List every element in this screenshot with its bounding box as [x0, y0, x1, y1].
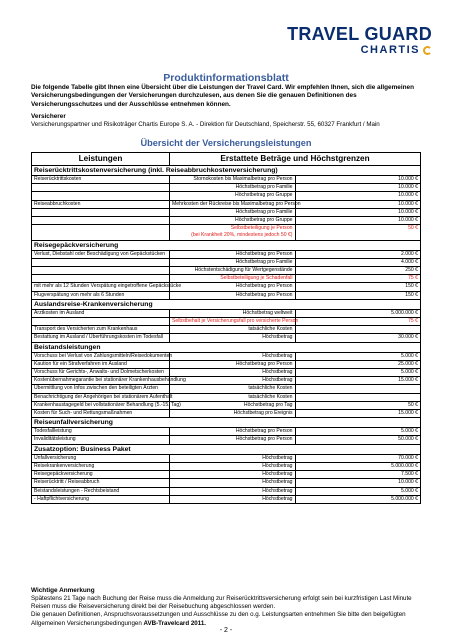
limit-amount: 4.000 €: [295, 258, 421, 266]
limit-description: Höchstbetrag pro Ereignis: [170, 410, 296, 418]
table-row: [32, 462, 421, 470]
benefit-label: Benachrichtigung der Angehörigen bei stationärem Aufenthalt: [32, 393, 170, 401]
limit-amount: 5.000.000 €: [295, 495, 421, 503]
limit-amount: [295, 326, 421, 334]
limit-description: Höchstbetrag pro Person: [170, 360, 296, 368]
travel-guard-logo: [287, 24, 432, 56]
benefit-label: [32, 184, 170, 192]
limit-description: Höchstbetrag: [170, 462, 296, 470]
limit-amount: 75 €: [295, 275, 421, 283]
table-row: [32, 200, 421, 208]
benefit-label: Reiserücktrittskosten: [32, 176, 170, 184]
limit-description: Höchstbetrag: [170, 471, 296, 479]
limit-description: tatsächliche Kosten: [170, 393, 296, 401]
limit-description: Höchstbetrag: [170, 352, 296, 360]
benefit-label: [32, 192, 170, 200]
deductible-detail-line: (bei Krankheit 20%, mindestens jedoch 50 €): [191, 232, 293, 239]
limit-description: [170, 225, 296, 240]
table-row: [32, 401, 421, 409]
limit-description: Mehrkosten der Rückreise bis Maximalbetrag pro Person: [170, 200, 296, 208]
limit-amount: 150 €: [295, 291, 421, 299]
table-row: [32, 487, 421, 495]
table-row: [32, 471, 421, 479]
limit-amount: 50 €: [295, 225, 421, 240]
benefit-label: [32, 217, 170, 225]
note-heading: Wichtige Anmerkung: [31, 587, 95, 594]
table-row: [32, 454, 421, 462]
limit-description: Stornokosten bis Maximalbetrag pro Person: [170, 176, 296, 184]
benefit-label: [32, 258, 170, 266]
logo-main-text: TRAVEL GUARD: [287, 24, 432, 44]
limit-description: Höchstbetrag pro Tag: [170, 401, 296, 409]
table-section-row: [32, 166, 421, 176]
limit-amount: 15.000 €: [295, 377, 421, 385]
note-line-1: Spätestens 21 Tage nach Buchung der Reise muss die Anmeldung zur Reiserücktrittsversicherung erfolgt sein bei kurzfristigen Last Minute Reisen muss die Reiseversicherung direkt bei der Reisebuchung abgeschlossen werden.: [31, 595, 412, 611]
table-row: [32, 176, 421, 184]
versicherer-text: Versicherungspartner und Risikoträger Chartis Europe S. A. - Direktion für Deutschland, Speicherstr. 55, 60327 Frankfurt / Main: [31, 121, 380, 128]
table-row: [32, 283, 421, 291]
benefit-label: Verlust, Diebstahl oder Beschädigung von Gepäckstücken: [32, 250, 170, 258]
section-heading: Reiseunfallversicherung: [32, 418, 421, 428]
table-row: [32, 326, 421, 334]
limit-description: Höchstbetrag pro Gruppe: [170, 217, 296, 225]
table-row: [32, 258, 421, 266]
limit-description: Selbstbehalt je Versicherungsfall pro versicherte Person: [170, 318, 296, 326]
section-heading: Auslandsreise-Krankenversicherung: [32, 299, 421, 309]
limit-description: tatsächliche Kosten: [170, 385, 296, 393]
limit-amount: 30.000 €: [295, 334, 421, 342]
limit-description: Höchstbetrag: [170, 377, 296, 385]
page-number: - 2 -: [219, 627, 233, 634]
limit-description: Höchstbetrag pro Person: [170, 291, 296, 299]
limit-amount: 10.000 €: [295, 192, 421, 200]
limit-description: Höchstbetrag: [170, 495, 296, 503]
logo-sub-text: [287, 44, 432, 56]
table-row: [32, 479, 421, 487]
limit-amount: 5.000 €: [295, 369, 421, 377]
benefit-label: Krankenhaustagegeld bei vollstationärer Behandlung (5.-15. Tag): [32, 401, 170, 409]
table-row: [32, 428, 421, 436]
benefit-label: Vorschuss bei Verlust von Zahlungsmitteln/Reisedokumenten: [32, 352, 170, 360]
chartis-mark-icon: [423, 46, 432, 55]
benefit-label: [32, 225, 170, 240]
limit-amount: 150 €: [295, 283, 421, 291]
benefits-table: [31, 152, 421, 504]
table-section-row: [32, 444, 421, 454]
limit-description: Höchstentschädigung für Wertgegenstände: [170, 267, 296, 275]
section-heading: Zusatzoption: Business Paket: [32, 444, 421, 454]
limit-description: Höchstbetrag: [170, 369, 296, 377]
table-row: [32, 436, 421, 444]
limit-description: Selbstbeteiligung je Schadenfall: [170, 275, 296, 283]
table-row: [32, 208, 421, 216]
table-section-row: [32, 418, 421, 428]
benefit-label: Todesfallleistung: [32, 428, 170, 436]
limit-amount: 10.000 €: [295, 200, 421, 208]
section-heading: Reisegepäckversicherung: [32, 240, 421, 250]
table-row: [32, 192, 421, 200]
header-betraege: Erstattete Beträge und Höchstgrenzen: [170, 153, 421, 166]
benefit-label: Arztkosten im Ausland: [32, 309, 170, 317]
table-section-row: [32, 240, 421, 250]
table-row: [32, 360, 421, 368]
table-row: [32, 393, 421, 401]
table-row: [32, 495, 421, 503]
benefit-label: Invaliditätsleistung: [32, 436, 170, 444]
limit-description: Höchstbetrag: [170, 487, 296, 495]
benefit-label: Reiseabbruchkosten: [32, 200, 170, 208]
table-row: [32, 250, 421, 258]
limit-description: Höchstbetrag pro Person: [170, 283, 296, 291]
limit-amount: 50.000 €: [295, 436, 421, 444]
benefit-label: Beistandsleistungen - Rechtsbeistand: [32, 487, 170, 495]
limit-description: Höchstbetrag pro Familie: [170, 184, 296, 192]
limit-description: Höchstbetrag: [170, 454, 296, 462]
intro-paragraph: Die folgende Tabelle gibt Ihnen eine Übersicht über die Leistungen der Travel Card. Wir empfehlen Ihnen, sich die allgemeinen Versicherungsbedingungen der Versicherungen durchzulesen, aus denen Sie die genauen Definitionen des Versicherungsschutzes und der Ausschlüsse entnehmen können.: [31, 84, 414, 108]
table-row: [32, 352, 421, 360]
table-row: [32, 309, 421, 317]
deductible-line: Selbstbeteiligung je Person: [230, 225, 293, 232]
limit-amount: 15.000 €: [295, 410, 421, 418]
benefit-label: Vorschuss für Gerichts-, Anwalts- und Dolmetscherkosten: [32, 369, 170, 377]
table-section-row: [32, 299, 421, 309]
table-row: [32, 291, 421, 299]
table-row: [32, 267, 421, 275]
note-line-2-bold: AVB-Travelcard 2011.: [143, 619, 206, 627]
limit-amount: 5.000 €: [295, 428, 421, 436]
section-subtitle: Übersicht der Versicherungsleistungen: [140, 138, 312, 148]
limit-description: Höchstbetrag: [170, 334, 296, 342]
header-leistungen: Leistungen: [32, 153, 170, 166]
benefit-label: Unfallversicherung: [32, 454, 170, 462]
section-heading: Beistandsleistungen: [32, 342, 421, 352]
table-row: [32, 225, 421, 240]
table-row: [32, 385, 421, 393]
limit-amount: 10.000 €: [295, 217, 421, 225]
limit-amount: 50 €: [295, 401, 421, 409]
limit-description: Höchstbetrag pro Person: [170, 428, 296, 436]
limit-description: Höchstbetrag weltweit: [170, 309, 296, 317]
limit-amount: 5.000 €: [295, 352, 421, 360]
limit-amount: [295, 385, 421, 393]
benefit-label: mit mehr als 12 Stunden Verspätung eingetroffene Gepäckstücke: [32, 283, 170, 291]
benefit-label: Kosten für Such- und Rettungsmaßnahmen: [32, 410, 170, 418]
table-row: [32, 318, 421, 326]
note-text: [31, 595, 426, 628]
limit-amount: 10.000 €: [295, 176, 421, 184]
benefit-label: [32, 318, 170, 326]
limit-description: Höchstbetrag: [170, 479, 296, 487]
benefit-label: [32, 208, 170, 216]
benefit-label: Übermittlung von Infos zwischen den beteiligten Ärzten: [32, 385, 170, 393]
limit-amount: 25.000 €: [295, 360, 421, 368]
limit-amount: 10.000 €: [295, 184, 421, 192]
limit-amount: 2.000 €: [295, 250, 421, 258]
limit-amount: 5.000.000 €: [295, 309, 421, 317]
limit-amount: 10.000 €: [295, 479, 421, 487]
benefit-label: Reiserücktritt / Reiseabbruch: [32, 479, 170, 487]
table-row: [32, 334, 421, 342]
limit-amount: 70.000 €: [295, 454, 421, 462]
benefit-label: Transport des Versicherten zum Krankenhaus: [32, 326, 170, 334]
section-heading: Reiserücktrittskostenversicherung (inkl. Reiseabbruchkostenversicherung): [32, 166, 421, 176]
limit-description: Höchstbetrag pro Familie: [170, 208, 296, 216]
limit-amount: 5.000.000 €: [295, 462, 421, 470]
benefit-label: [32, 275, 170, 283]
limit-amount: 7.500 €: [295, 471, 421, 479]
document-title: Produktinformationsblatt: [163, 72, 289, 84]
limit-description: Höchstbetrag pro Familie: [170, 258, 296, 266]
note-line-2: Die genauen Definitionen, Anspruchsvoraussetzungen und Ausschlüsse zu den o.g. Leistungsarten entnehmen Sie bitte den beigefügten Allgemeinen Versicherungsbedingungen: [31, 611, 406, 627]
limit-description: tatsächliche Kosten: [170, 326, 296, 334]
table-section-row: [32, 342, 421, 352]
table-row: [32, 410, 421, 418]
benefit-label: Kaution für ein Strafverfahren im Ausland: [32, 360, 170, 368]
benefit-label: Kostenübernahmegarantie bei stationärer Krankenhausbehandlung: [32, 377, 170, 385]
table-row: [32, 217, 421, 225]
limit-amount: 250 €: [295, 267, 421, 275]
versicherer-heading: Versicherer: [31, 113, 66, 120]
limit-amount: 5.000 €: [295, 487, 421, 495]
benefit-label: Flugverspätung von mehr als 6 Stunden: [32, 291, 170, 299]
table-row: [32, 184, 421, 192]
logo-sub-label: CHARTIS: [360, 44, 420, 56]
limit-description: Höchstbetrag pro Gruppe: [170, 192, 296, 200]
limit-description: Höchstbetrag pro Person: [170, 436, 296, 444]
benefit-label: - Haftpflichtversicherung: [32, 495, 170, 503]
limit-amount: 10.000 €: [295, 208, 421, 216]
benefit-label: Reisekrankenversicherung: [32, 462, 170, 470]
benefit-label: Bestattung im Ausland / Überführungskosten im Todesfall: [32, 334, 170, 342]
benefit-label: [32, 267, 170, 275]
table-row: [32, 369, 421, 377]
limit-amount: [295, 393, 421, 401]
table-row: [32, 275, 421, 283]
table-header-row: [32, 153, 421, 166]
table-row: [32, 377, 421, 385]
benefit-label: Reisegepäckversicherung: [32, 471, 170, 479]
limit-amount: 75 €: [295, 318, 421, 326]
limit-description: Höchstbetrag pro Person: [170, 250, 296, 258]
